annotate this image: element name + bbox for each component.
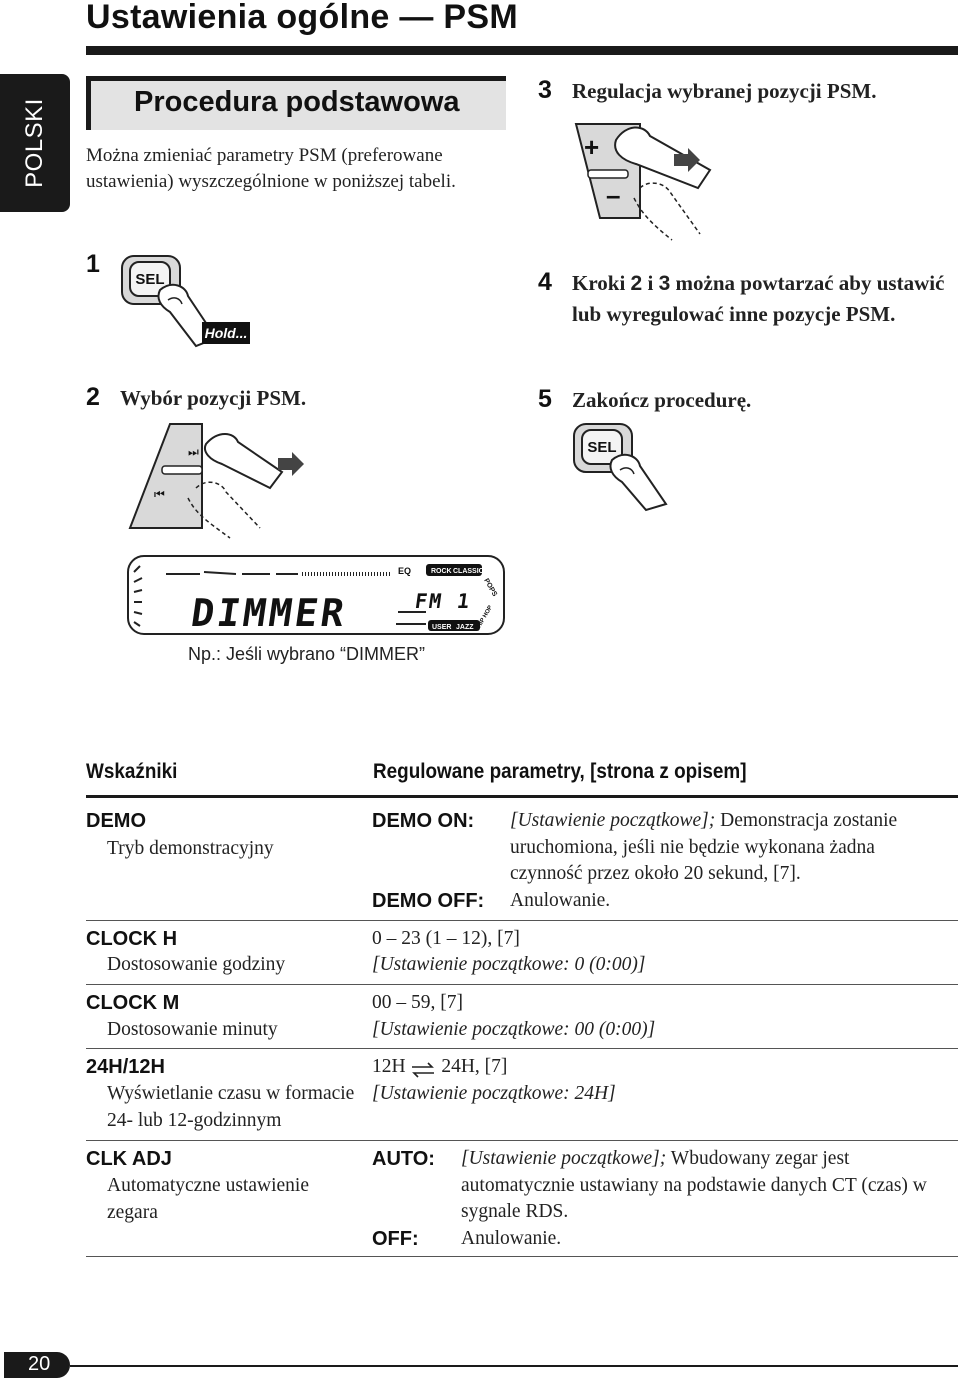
prev-icon: ⏮ bbox=[154, 487, 165, 501]
page-number-badge bbox=[4, 1352, 70, 1378]
procedure-intro: Można zmieniać parametry PSM (preferowane ustawienia) wyszczególnione w poniższej tabeli. bbox=[86, 145, 456, 192]
language-tab bbox=[0, 74, 70, 212]
column-parameters: Regulowane parametry, [strona z opisem] bbox=[373, 760, 747, 783]
auto-text: [Ustawienie początkowe]; Wbudowany zegar jest automatycznie ustawiany na podstawie danych CT (czas) w sygnale RDS. bbox=[461, 1148, 927, 1222]
procedure-heading-box bbox=[86, 76, 506, 130]
footer-rule bbox=[70, 1365, 958, 1367]
page-number: 20 bbox=[28, 1353, 51, 1375]
hour-format-initial: [Ustawienie początkowe: 24H] bbox=[372, 1083, 616, 1104]
clock-m-value: 00 – 59, [7] bbox=[372, 992, 463, 1013]
adjust-item-illustration bbox=[560, 118, 730, 243]
display-pops-label: POPS bbox=[482, 577, 499, 598]
indicator-demo: DEMO bbox=[86, 810, 146, 832]
row-divider bbox=[86, 1140, 958, 1141]
display-main-text: DIMMER bbox=[188, 592, 350, 636]
display-hiphop-label: HIP HOP bbox=[476, 604, 495, 629]
display-caption: Np.: Jeśli wybrano “DIMMER” bbox=[188, 644, 426, 664]
hour-format-value: 12H 24H, [7] bbox=[372, 1056, 508, 1077]
description-24h-12h: Wyświetlanie czasu w formacie 24- lub 12-godzinnym bbox=[107, 1083, 355, 1131]
page-title: Ustawienia ogólne — PSM bbox=[86, 0, 518, 36]
plus-icon: + bbox=[584, 132, 600, 162]
toggle-arrows-icon bbox=[410, 1060, 436, 1076]
display-classic-label: CLASSIC bbox=[453, 568, 484, 575]
step-3-number: 3 bbox=[538, 76, 552, 104]
column-indicators: Wskaźniki bbox=[86, 760, 178, 783]
procedure-heading: Procedura podstawowa bbox=[134, 86, 460, 118]
step-5-number: 5 bbox=[538, 385, 552, 413]
display-user-label: USER bbox=[432, 624, 452, 631]
sel-button-label: SEL bbox=[135, 271, 165, 288]
row-divider bbox=[86, 984, 958, 985]
step-4-number: 4 bbox=[538, 268, 552, 296]
description-clock-h: Dostosowanie godziny bbox=[107, 954, 286, 975]
title-rule bbox=[86, 46, 958, 55]
off-key: OFF: bbox=[372, 1228, 419, 1250]
step-4-text: Kroki 2 i 3 można powtarzać aby ustawić lub wyregulować inne pozycje PSM. bbox=[572, 271, 945, 326]
off-text: Anulowanie. bbox=[461, 1228, 562, 1249]
indicator-clock-h: CLOCK H bbox=[86, 928, 178, 950]
display-panel-illustration bbox=[126, 552, 506, 636]
psm-table-header bbox=[86, 760, 958, 794]
minus-icon: – bbox=[606, 180, 621, 210]
sel-press-illustration bbox=[568, 420, 678, 512]
language-tab-label: POLSKI bbox=[21, 98, 48, 188]
clock-h-initial: [Ustawienie początkowe: 0 (0:00)] bbox=[372, 954, 646, 975]
indicator-clk-adj: CLK ADJ bbox=[86, 1148, 172, 1170]
clock-h-value: 0 – 23 (1 – 12), [7] bbox=[372, 928, 520, 949]
step-2-text: Wybór pozycji PSM. bbox=[120, 386, 307, 410]
row-divider bbox=[86, 1256, 958, 1257]
demo-off-key: DEMO OFF: bbox=[372, 890, 485, 912]
display-jazz-label: JAZZ bbox=[456, 624, 474, 631]
description-clk-adj: Automatyczne ustawienie zegara bbox=[107, 1175, 309, 1223]
next-icon: ⏭ bbox=[188, 445, 199, 459]
description-demo: Tryb demonstracyjny bbox=[107, 838, 274, 859]
step-3-text: Regulacja wybranej pozycji PSM. bbox=[572, 79, 877, 103]
indicator-24h-12h: 24H/12H bbox=[86, 1056, 165, 1078]
auto-key: AUTO: bbox=[372, 1148, 435, 1170]
demo-on-key: DEMO ON: bbox=[372, 810, 475, 832]
step-5-text: Zakończ procedurę. bbox=[572, 388, 752, 412]
sel-button-label-2: SEL bbox=[587, 439, 617, 456]
description-clock-m: Dostosowanie minuty bbox=[107, 1019, 278, 1040]
row-divider bbox=[86, 920, 958, 921]
hold-label: Hold... bbox=[204, 325, 248, 341]
demo-off-text: Anulowanie. bbox=[510, 890, 611, 911]
row-divider bbox=[86, 1048, 958, 1049]
demo-on-text: [Ustawienie początkowe]; Demonstracja zostanie uruchomiona, jeśli nie będzie wykonana żadna czynność przez około 20 sekund, [7]. bbox=[510, 810, 898, 884]
display-rock-label: ROCK bbox=[431, 568, 452, 575]
step-1-number: 1 bbox=[86, 250, 100, 278]
step-2-number: 2 bbox=[86, 383, 100, 411]
display-band-text: FM 1 bbox=[413, 589, 473, 613]
select-item-illustration bbox=[110, 418, 310, 543]
sel-press-hold-illustration bbox=[116, 250, 256, 350]
display-eq-label: EQ bbox=[398, 566, 412, 576]
clock-m-initial: [Ustawienie początkowe: 00 (0:00)] bbox=[372, 1019, 656, 1040]
table-header-rule bbox=[86, 795, 958, 798]
indicator-clock-m: CLOCK M bbox=[86, 992, 180, 1014]
